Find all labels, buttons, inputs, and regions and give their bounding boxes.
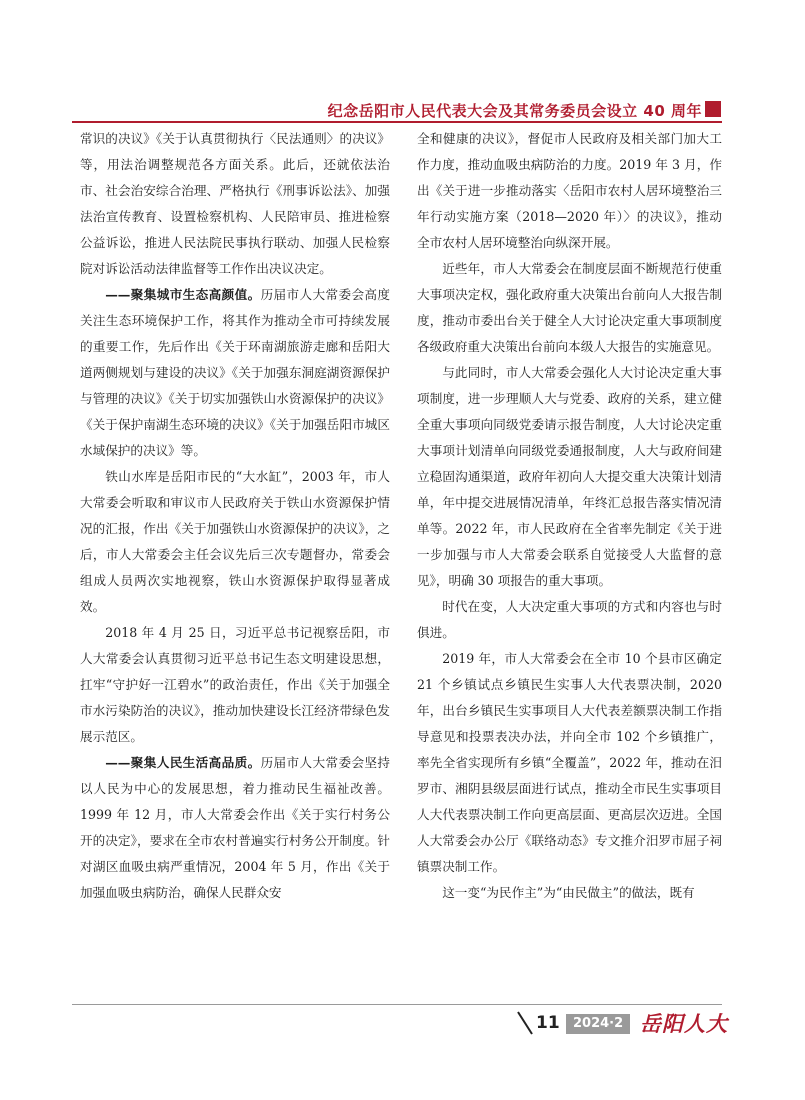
header-accent-square bbox=[705, 101, 721, 117]
header-title: 纪念岳阳市人民代表大会及其常务委员会设立 40 周年 bbox=[327, 102, 702, 120]
paragraph-body: 历届市人大常委会高度关注生态环境保护工作，将其作为推动全市可持续发展的重要工作，先后作出《关于环南湖旅游走廊和岳阳大道两侧规划与建设的决议》《关于加强东洞庭湖资源保护与管理的决议》《关于切实加强铁山水资源保护的决议》《关于保护南湖生态环境的决议》《关于加强岳阳市城区水域保护的决议》等。 bbox=[80, 287, 391, 458]
paragraph: 时代在变，人大决定重大事项的方式和内容也与时俱进。 bbox=[417, 599, 722, 640]
paragraph: 2018 年 4 月 25 日，习近平总书记视察岳阳，市人大常委会认真贯彻习近平总书记生态文明建设思想，扛牢“守护好一江碧水”的政治责任，作出《关于加强全市水污染防治的决议》，推动加快建设长江经济带绿色发展示范区。 bbox=[80, 625, 390, 744]
paragraph-body: 历届市人大常委会坚持以人民为中心的发展思想，着力推动民生福祉改善。1999 年 12 月，市人大常委会作出《关于实行村务公开的决定》，要求在全市农村普遍实行村务公开制度。针对湖区血吸虫病严重情况，2004 年 5 月，作出《关于加强血吸虫病防治，确保人民群众安 bbox=[80, 755, 391, 900]
section-lead: ——聚集人民生活高品质。 bbox=[105, 755, 261, 770]
issue-badge: 2024·2 bbox=[566, 1014, 630, 1034]
slash-divider-icon bbox=[514, 1010, 536, 1036]
masthead-logo: 岳阳人大 bbox=[640, 1011, 728, 1036]
paragraph: 与此同时，市人大常委会强化人大讨论决定重大事项制度，进一步理顺人大与党委、政府的关系，建立健全重大事项向同级党委请示报告制度，人大讨论决定重大事项计划清单向同级党委通报制度，人大与政府间建立稳固沟通渠道，政府年初向人大提交重大决策计划清单，年中提交进展情况清单，年终汇总报告落实情况清单等。2022 年，市人民政府在全省率先制定《关于进一步加强与市人大常委会联系自觉接受人大监督的意见》，明确 30 项报告的重大事项。 bbox=[417, 365, 722, 588]
paragraph: 全和健康的决议》，督促市人民政府及相关部门加大工作力度，推动血吸虫病防治的力度。2019 年 3 月，作出《关于进一步推动落实〈岳阳市农村人居环境整治三年行动实施方案（2018—2020 年）〉的决议》，推动全市农村人居环境整治向纵深开展。 bbox=[417, 131, 722, 250]
header-rule bbox=[72, 121, 722, 123]
paragraph: 2019 年，市人大常委会在全市 10 个县市区确定 21 个乡镇试点乡镇民生实事人大代表票决制，2020 年，出台乡镇民生实事项目人大代表差额票决制工作指导意见和投票表决办法，并向全市 102 个乡镇推广，率先全省实现所有乡镇“全覆盖”，2022 年，推动在汨罗市、湘阴县级层面进行试点，推动全市民生实事项目人大代表票决制工作向更高层面、更高层次迈进。全国人大常委会办公厅《联络动态》专文推介汨罗市屈子祠镇票决制工作。 bbox=[417, 651, 722, 874]
paragraph bbox=[80, 282, 390, 464]
paragraph: 铁山水库是岳阳市民的“大水缸”，2003 年，市人大常委会听取和审议市人民政府关于铁山水资源保护情况的汇报，作出《关于加强铁山水资源保护的决议》，之后，市人大常委会主任会议先后三次专题督办，常委会组成人员两次实地视察，铁山水资源保护取得显著成效。 bbox=[80, 469, 390, 614]
footer-rule bbox=[72, 1004, 722, 1005]
section-lead: ——聚集城市生态高颜值。 bbox=[105, 287, 261, 302]
page-number: 11 bbox=[536, 1013, 560, 1033]
right-column bbox=[417, 126, 722, 906]
paragraph: 这一变“为民作主”为“由民做主”的做法，既有 bbox=[442, 885, 695, 900]
paragraph: 常识的决议》《关于认真贯彻执行〈民法通则〉的决议》等，用法治调整规范各方面关系。此后，还就依法治市、社会治安综合治理、严格执行《刑事诉讼法》、加强法治宣传教育、设置检察机构、人民陪审员、推进检察公益诉讼，推进人民法院民事执行联动、加强人民检察院对诉讼活动法律监督等工作作出决议决定。 bbox=[80, 131, 390, 276]
left-column bbox=[80, 126, 390, 906]
paragraph bbox=[80, 750, 390, 906]
paragraph: 近些年，市人大常委会在制度层面不断规范行使重大事项决定权，强化政府重大决策出台前向人大报告制度，推动市委出台关于健全人大讨论决定重大事项制度各级政府重大决策出台前向本级人大报告的实施意见。 bbox=[417, 261, 722, 354]
